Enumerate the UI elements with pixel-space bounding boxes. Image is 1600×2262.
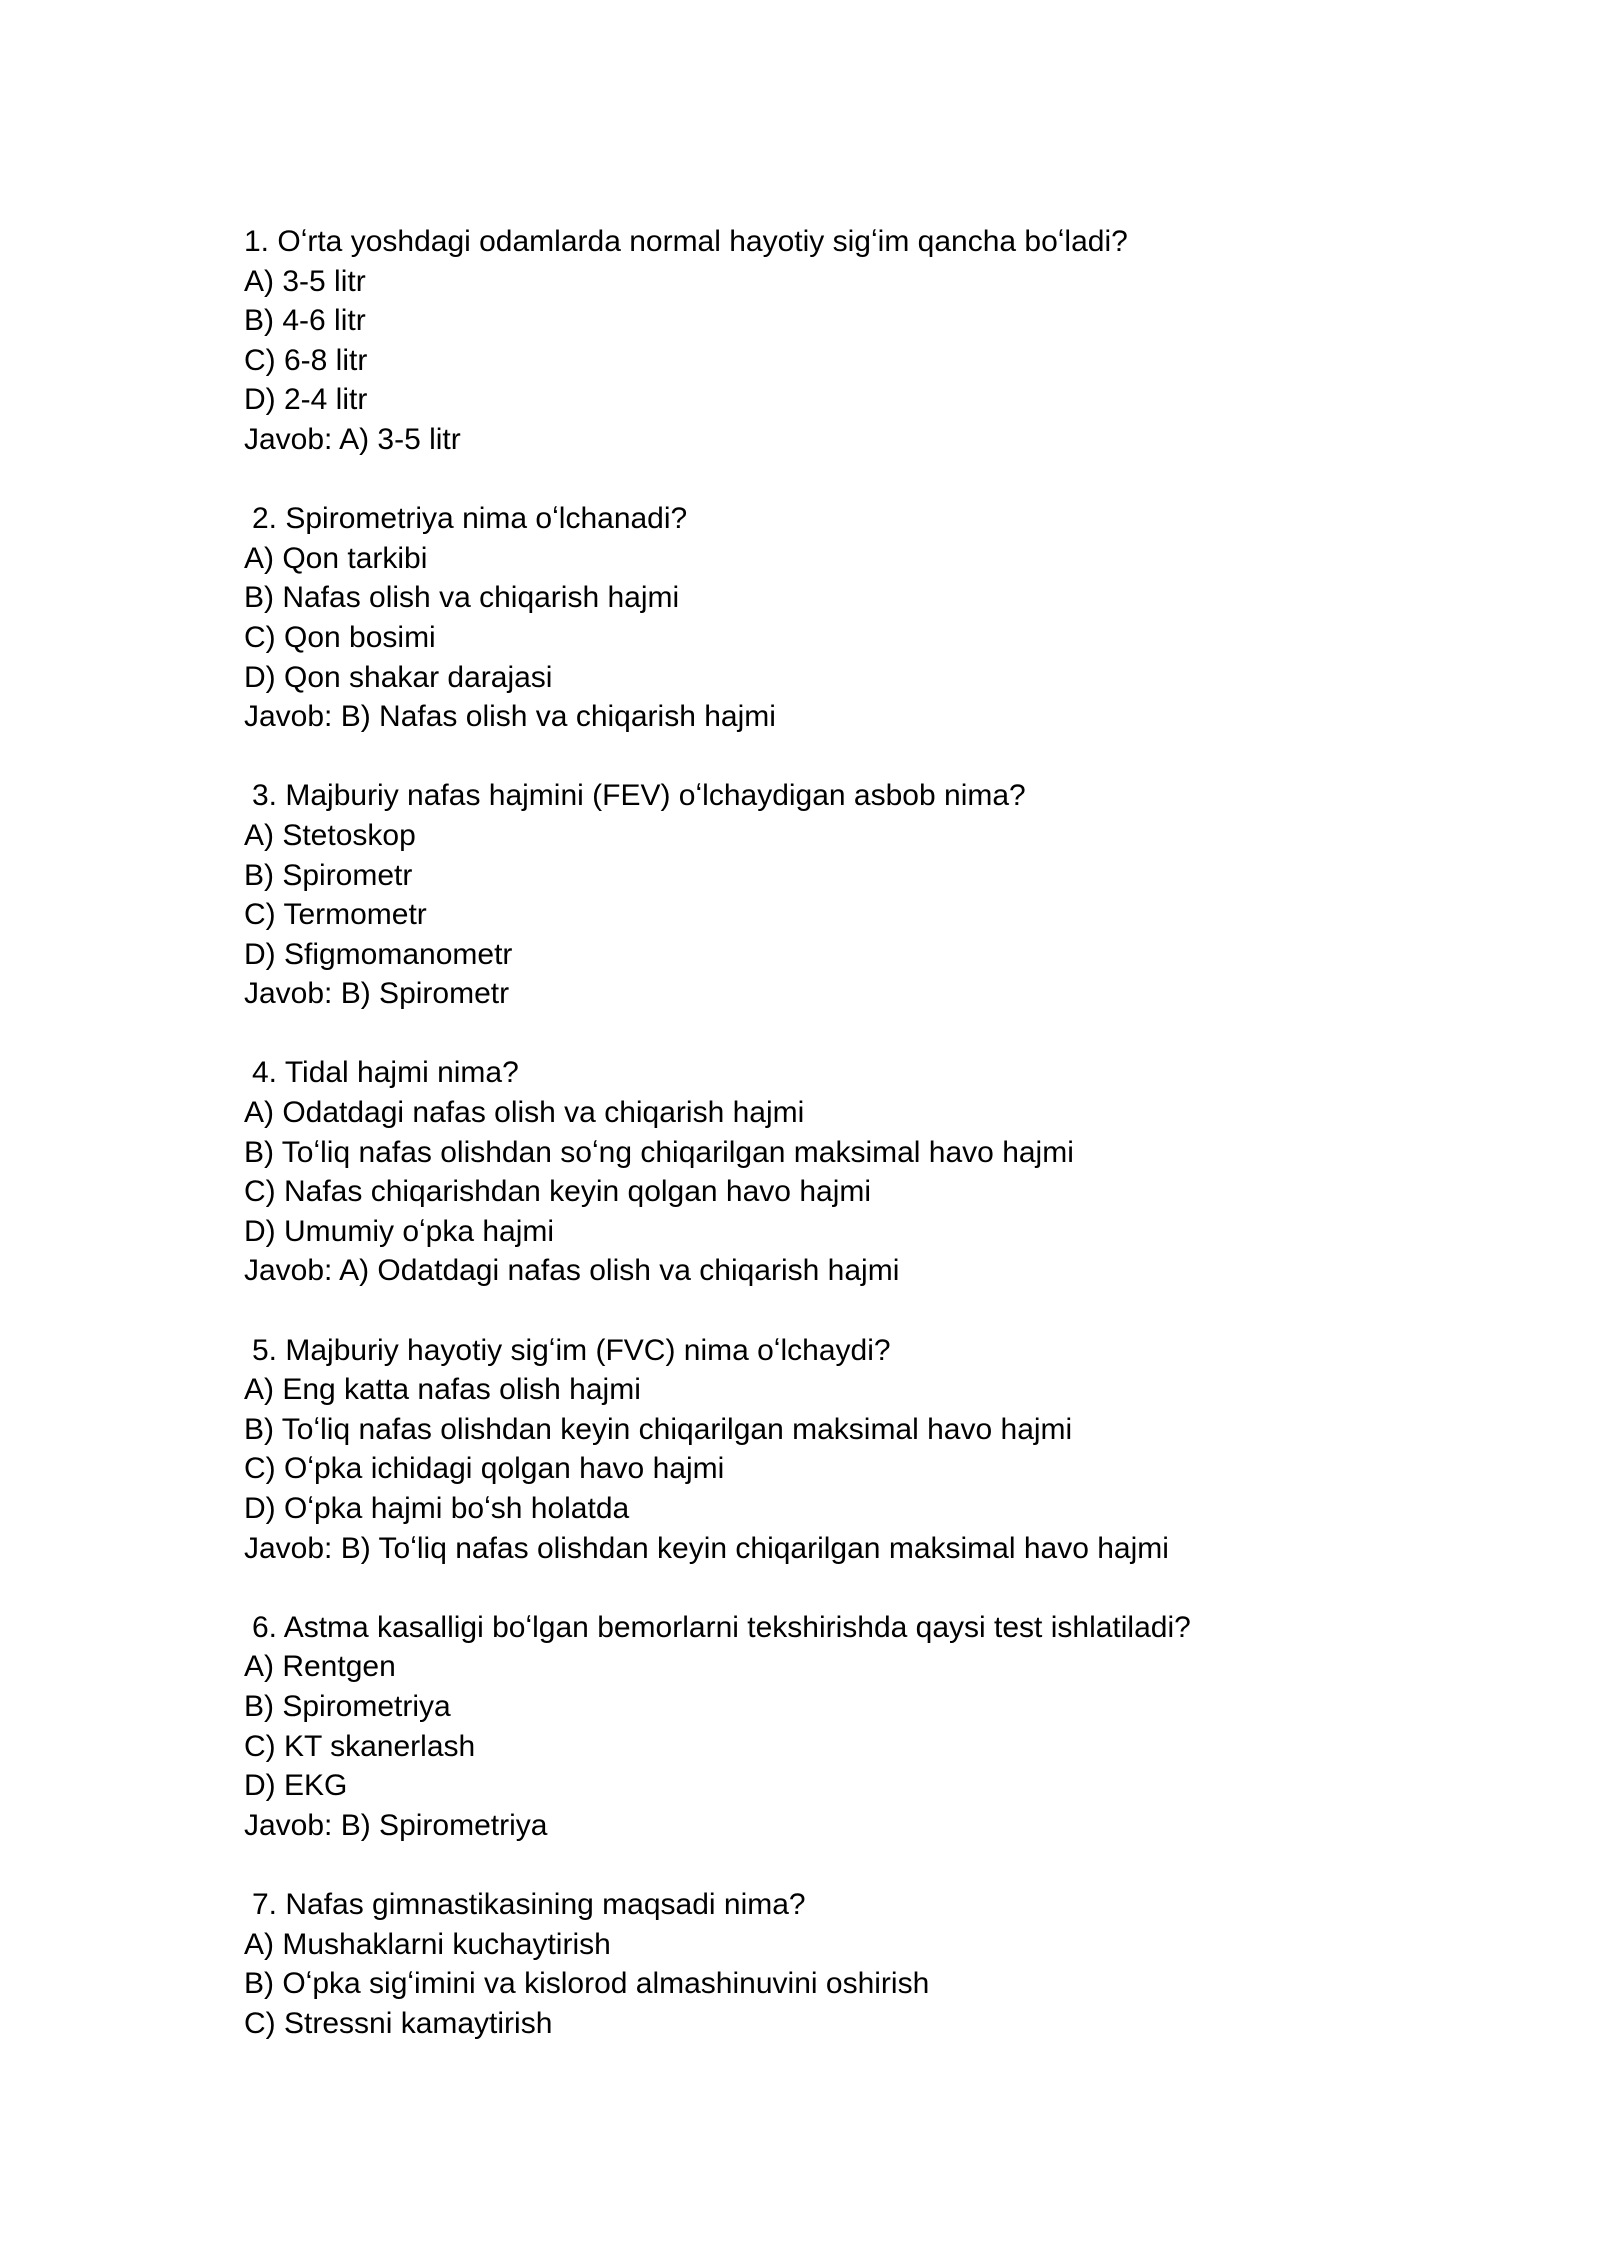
question-title: 2. Spirometriya nima oʻlchanadi?: [252, 502, 688, 536]
question-3: [244, 776, 1424, 1014]
question-title: 6. Astma kasalligi boʻlgan bemorlarni tekshirishda qaysi test ishlatiladi?: [252, 1610, 1191, 1644]
option-a: A) Mushaklarni kuchaytirish: [244, 1927, 611, 1961]
option-b: B) Spirometriya: [244, 1689, 451, 1723]
question-6: [244, 1608, 1424, 1846]
option-d: D) 2-4 litr: [244, 383, 368, 417]
answer-line: Javob: A) 3-5 litr: [244, 422, 461, 456]
answer-line: Javob: B) Spirometriya: [244, 1808, 548, 1842]
option-b: B) Nafas olish va chiqarish hajmi: [244, 581, 680, 615]
question-7: [244, 1885, 1424, 2043]
option-b: B) Toʻliq nafas olishdan soʻng chiqarilgan maksimal havo hajmi: [244, 1135, 1074, 1169]
option-d: D) Oʻpka hajmi boʻsh holatda: [244, 1492, 630, 1525]
document-page: [244, 222, 1424, 2083]
question-4: [244, 1053, 1424, 1291]
option-b: B) Spirometr: [244, 858, 413, 892]
option-a: A) 3-5 litr: [244, 264, 366, 298]
answer-line: Javob: B) Nafas olish va chiqarish hajmi: [244, 700, 776, 734]
option-a: A) Rentgen: [244, 1650, 396, 1684]
option-b: B) 4-6 litr: [244, 304, 366, 338]
question-title: 1. Oʻrta yoshdagi odamlarda normal hayotiy sigʻim qancha boʻladi?: [244, 225, 1128, 258]
option-c: C) Nafas chiqarishdan keyin qolgan havo hajmi: [244, 1175, 872, 1209]
option-d: D) Sfigmomanometr: [244, 937, 513, 971]
option-c: C) 6-8 litr: [244, 343, 368, 377]
option-b: B) Toʻliq nafas olishdan keyin chiqarilgan maksimal havo hajmi: [244, 1412, 1073, 1446]
option-c: C) Stressni kamaytirish: [244, 2006, 553, 2040]
question-1: [244, 222, 1424, 460]
option-d: D) Umumiy oʻpka hajmi: [244, 1214, 555, 1248]
question-title: 5. Majburiy hayotiy sigʻim (FVC) nima oʻlchaydi?: [252, 1333, 891, 1367]
option-a: A) Qon tarkibi: [244, 541, 428, 575]
answer-line: Javob: B) Spirometr: [244, 977, 510, 1011]
option-c: C) Oʻpka ichidagi qolgan havo hajmi: [244, 1452, 725, 1486]
answer-line: Javob: A) Odatdagi nafas olish va chiqarish hajmi: [244, 1254, 900, 1288]
question-5: [244, 1331, 1424, 1569]
option-d: D) Qon shakar darajasi: [244, 660, 553, 694]
option-c: C) Qon bosimi: [244, 620, 436, 654]
option-a: A) Eng katta nafas olish hajmi: [244, 1373, 641, 1407]
option-b: B) Oʻpka sigʻimini va kislorod almashinuvini oshirish: [244, 1967, 930, 2001]
question-title: 3. Majburiy nafas hajmini (FEV) oʻlchaydigan asbob nima?: [252, 779, 1026, 813]
option-a: A) Odatdagi nafas olish va chiqarish hajmi: [244, 1096, 805, 1130]
option-a: A) Stetoskop: [244, 818, 416, 852]
option-c: C) Termometr: [244, 898, 427, 932]
answer-line: Javob: B) Toʻliq nafas olishdan keyin chiqarilgan maksimal havo hajmi: [244, 1531, 1169, 1565]
question-title: 7. Nafas gimnastikasining maqsadi nima?: [252, 1887, 806, 1921]
option-d: D) EKG: [244, 1769, 348, 1803]
question-2: [244, 499, 1424, 737]
question-title: 4. Tidal hajmi nima?: [252, 1056, 519, 1090]
option-c: C) KT skanerlash: [244, 1729, 476, 1763]
